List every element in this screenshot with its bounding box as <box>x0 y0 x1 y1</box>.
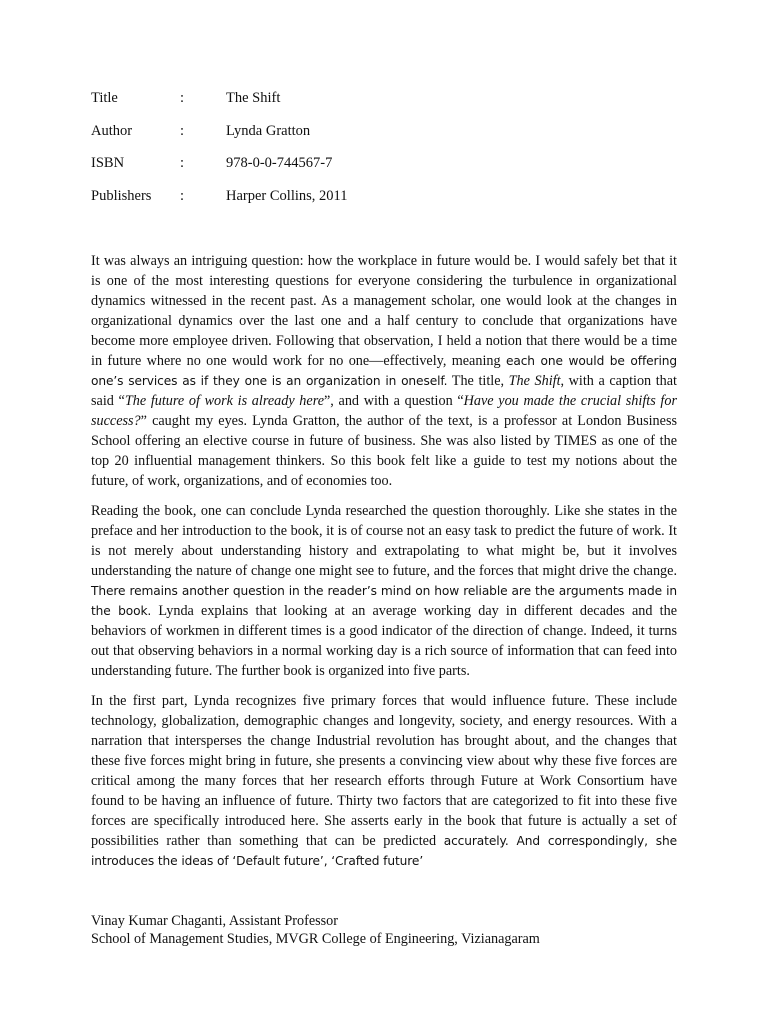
meta-label: Title <box>91 90 118 106</box>
footer-affiliation-line: School of Management Studies, MVGR College of Engineering, Vizianagaram <box>91 931 540 947</box>
meta-colon: : <box>180 90 185 106</box>
paragraph-1 <box>91 251 677 491</box>
paragraph-text: Lynda explains that looking at an average working day in different decades and the behaviors of workmen in different times is a good indicator of the direction of change. Indeed, it turns out that observing behaviors in a normal working day is a rich source of information that can feed into understanding future. The further book is organized into five parts. <box>91 603 678 679</box>
meta-colon: : <box>180 155 185 171</box>
question-italic: Have you made the crucial shifts for success? <box>91 393 677 429</box>
footer-author-line: Vinay Kumar Chaganti, Assistant Professor <box>91 913 339 929</box>
paragraph-text: ” caught my eyes. Lynda Gratton, the author of the text, is a professor at London Business School offering an elective course in future of business. She was also listed by TIMES as one of the top 20 influential management thinkers. So this book felt like a guide to test my notions about the future, of work, organizations, and of economies too. <box>91 413 677 489</box>
paragraph-2 <box>91 501 677 681</box>
book-title-italic: The Shift <box>508 373 561 389</box>
meta-row-title <box>91 88 691 121</box>
meta-value: 978-0-0-744567-7 <box>226 155 333 171</box>
meta-value: Lynda Gratton <box>226 122 311 139</box>
book-metadata <box>91 88 691 218</box>
meta-label: ISBN <box>91 155 125 171</box>
paragraph-text: It was always an intriguing question: how the workplace in future would be. I would safely bet that it is one of the most interesting questions for everyone considering the turbulence in organizational dynamics witnessed in the recent past. As a management scholar, one would look at the changes in organizational dynamics over the last one and a half century to conclude that organizations have become more employee driven. Following that observation, I held a notion that there would be a time in future where no one would work for no one—effectively, meaning <box>91 253 677 369</box>
paragraph-text: In the first part, Lynda recognizes five primary forces that would influence future. These include technology, globalization, demographic changes and longevity, society, and energy resources. With a narration that intersperses the change Industrial revolution has brought about, and the changes that these five forces might bring in future, she presents a convincing view about why these five forces are critical among the many forces that her research efforts through Future at Work Consortium have found to be having an influence of future. Thirty two factors that are categorized to fit into these five forces are specifically introduced here. She asserts early in the book that future is actually a set of possibilities rather than something that can be predicted <box>91 693 677 849</box>
meta-value: Harper Collins, 2011 <box>226 187 348 204</box>
meta-colon: : <box>180 122 185 139</box>
meta-value: The Shift <box>226 90 281 106</box>
paragraph-text: ”, and with a question “ <box>324 393 464 409</box>
paragraph-text: The title, <box>447 373 509 389</box>
page-footer <box>91 912 711 948</box>
paragraph-3 <box>91 691 677 871</box>
paragraph-text-sans: There remains another question in the reader’s mind on how reliable are the arguments made in the book. <box>91 584 677 618</box>
review-body <box>91 251 677 881</box>
meta-row-isbn <box>91 153 691 186</box>
meta-label: Author <box>91 122 133 139</box>
meta-colon: : <box>180 187 185 204</box>
paragraph-text-sans: accurately. And correspondingly, she introduces the ideas of ‘Default future’, ‘Crafted future’ <box>91 834 677 868</box>
paragraph-text-sans: each one would be offering one’s services as if they one is an organization in oneself. <box>91 354 677 388</box>
meta-label: Publishers <box>91 187 152 204</box>
paragraph-text: Reading the book, one can conclude Lynda researched the question thoroughly. Like she states in the preface and her introduction to the book, it is of course not an easy task to predict the future of work. It is not merely about understanding history and extrapolating to what might be, but it involves understanding the nature of change one might see to future, and the forces that might drive the change. <box>91 503 677 579</box>
meta-row-author <box>91 121 691 154</box>
meta-row-publishers <box>91 186 691 219</box>
caption-italic: The future of work is already here <box>124 393 324 409</box>
paragraph-text: , with a caption that said “ <box>91 373 678 409</box>
